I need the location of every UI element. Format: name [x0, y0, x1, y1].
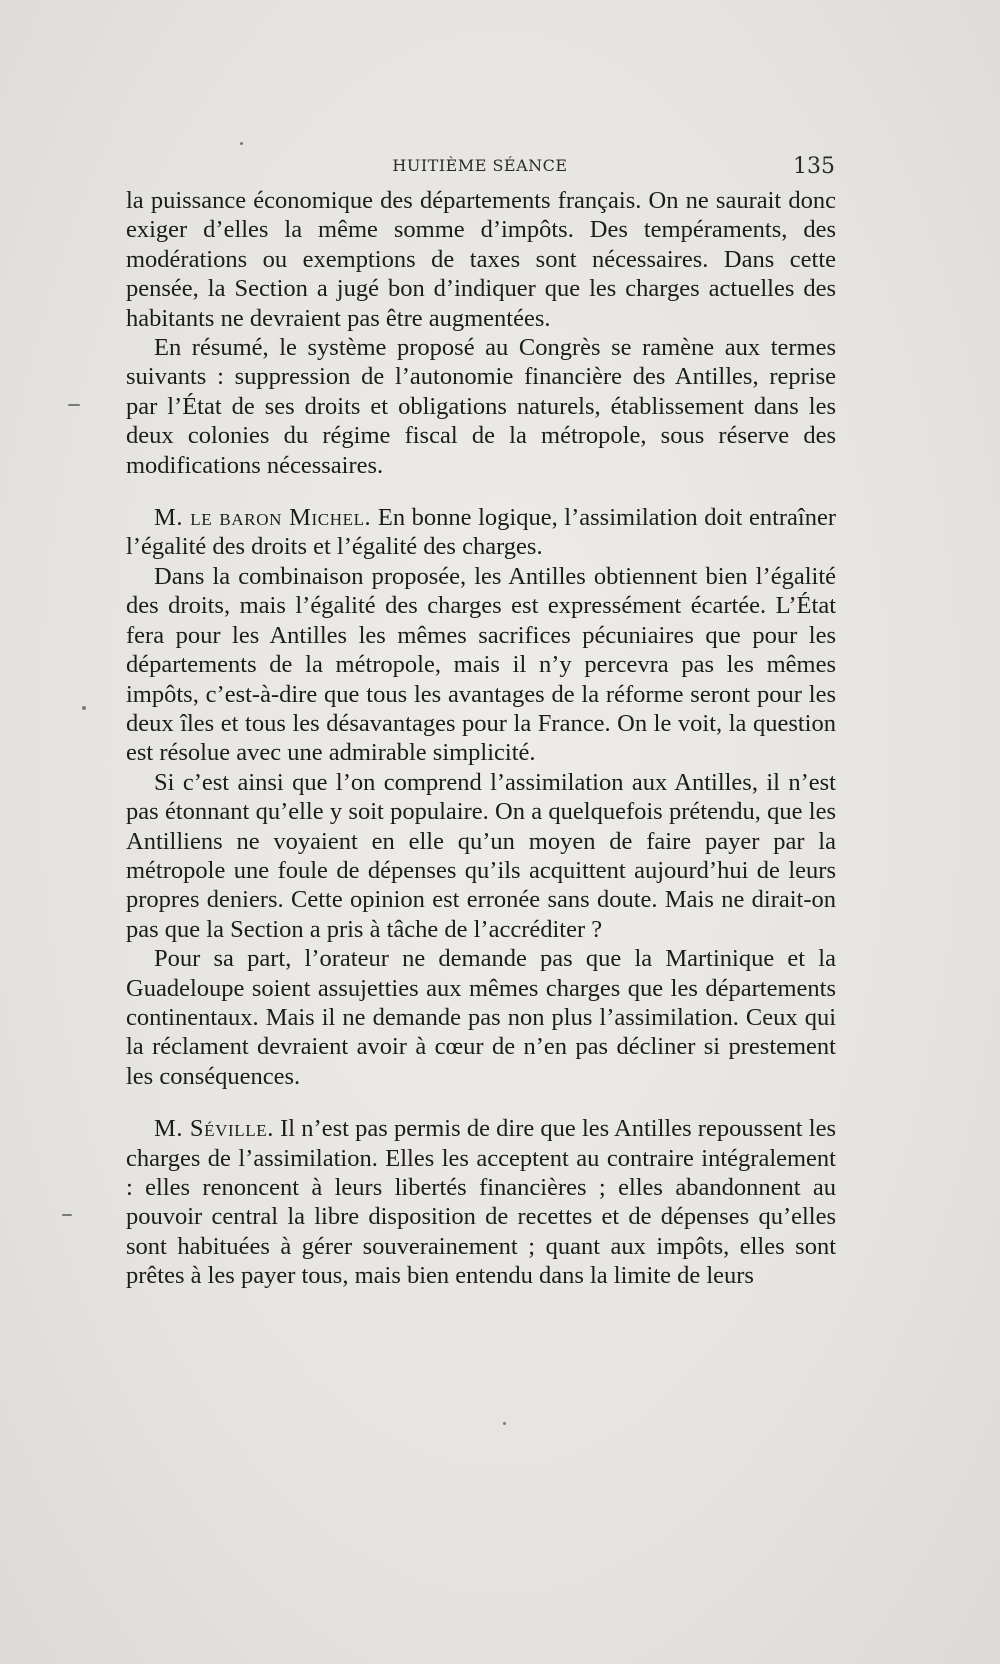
speaker-name: M. Séville. [154, 1115, 274, 1143]
paragraph-seville [126, 1114, 836, 1290]
speech-text: En bonne logique, l’assimilation doit entraîner l’égalité des droits et l’égalité des charges. [126, 504, 836, 561]
page-number: 135 [793, 154, 835, 179]
page-header [125, 154, 835, 178]
paragraph-popularity: Si c’est ainsi que l’on comprend l’assimilation aux Antilles, il n’est pas étonnant qu’elle y soit populaire. On a quelquefois prétendu, que les Antilliens ne voyaient en elle qu’un moyen de faire payer par la métropole une foule de dépenses qu’ils acquittent aujourd’hui de leurs propres deniers. Cette opinion est erronée sans doute. Mais ne dirait-on pas que la Section a pris à tâche de l’accréditer ? [126, 768, 836, 943]
paper-speck [503, 1422, 506, 1425]
running-title: HUITIÈME SÉANCE [392, 156, 568, 175]
paragraph-combination: Dans la combinaison proposée, les Antilles obtiennent bien l’égalité des droits, mais l’égalité des charges est expressément écartée. L’État fera pour les Antilles les mêmes sacrifices pécuniaires que pour les départements de la métropole, mais il n’y percevra pas les mêmes impôts, c’est-à-dire que tous les avantages de la réforme seront pour les deux îles et tous les désavantages pour la France. On le voit, la question est résolue avec une admirable simplicité. [126, 562, 836, 767]
paper-speck [82, 706, 86, 710]
paragraph-continuation: la puissance économique des départements français. On ne saurait donc exiger d’elles la même somme d’impôts. Des tempéraments, des modérations ou exemptions de taxes sont nécessaires. Dans cette pensée, la Section a jugé bon d’indiquer que les charges actuelles des habitants ne devraient pas être augmentées. [126, 187, 836, 332]
speaker-name: M. le baron Michel. [154, 504, 372, 532]
paragraph-orator: Pour sa part, l’orateur ne demande pas que la Martinique et la Guadeloupe soient assujetties aux mêmes charges que les départements continentaux. Mais il ne demande pas non plus l’assimilation. Ceux qui la réclament devraient avoir à cœur de n’en pas décliner si prestement les conséquences. [126, 945, 836, 1090]
body-text [126, 186, 836, 1291]
paper-speck [62, 1214, 72, 1216]
speech-text: Il n’est pas permis de dire que les Antilles repoussent les charges de l’assimilation. Elles les acceptent au contraire intégralement : elles renoncent à leurs libertés financières ; elles abandonnent au pouvoir central la libre disposition de recettes et de dépenses qu’elles sont habituées à gérer souverainement ; quant aux impôts, elles sont prêtes à les payer tous, mais bien entendu dans la limite de leurs [126, 1115, 836, 1290]
paragraph-summary: En résumé, le système proposé au Congrès se ramène aux termes suivants : suppression de l’autonomie financière des Antilles, reprise par l’État de ses droits et obligations naturels, établissement dans les deux colonies du régime fiscal de la métropole, sous réserve des modifications nécessaires. [126, 334, 836, 479]
paper-speck [240, 142, 243, 145]
paragraph-baron-michel [126, 503, 836, 562]
paper-speck [68, 404, 80, 406]
